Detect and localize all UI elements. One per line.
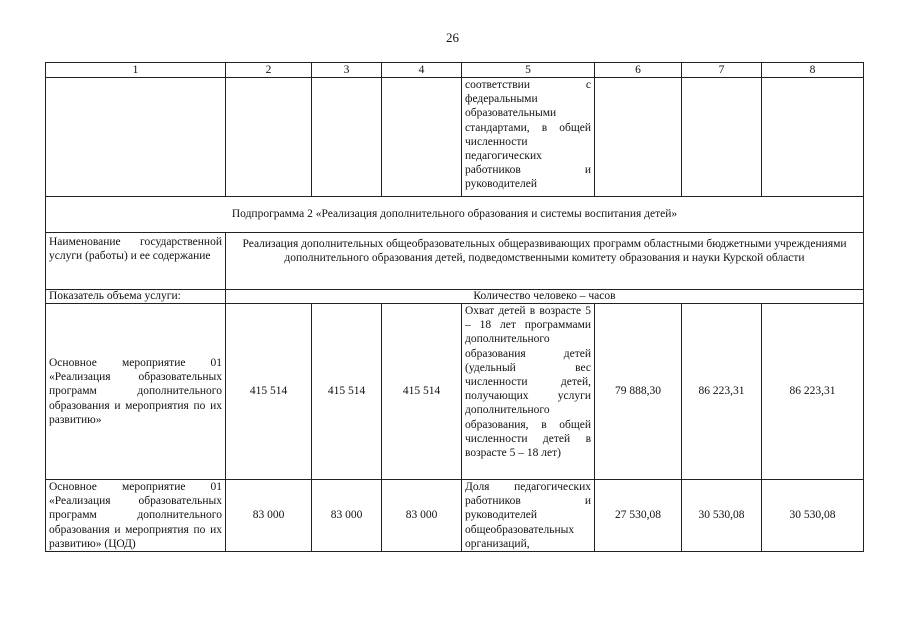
value-col2: 83 000 <box>226 480 312 552</box>
subprogram-row <box>46 197 864 233</box>
empty-cell <box>682 78 762 197</box>
column-number: 3 <box>312 63 382 78</box>
value-col2: 415 514 <box>226 304 312 480</box>
column-number: 6 <box>595 63 682 78</box>
activity-name: Основное мероприятие 01 «Реализация образовательных программ дополнительного образования и мероприятия по их развитию» (ЦОД) <box>46 480 226 552</box>
value-col4: 83 000 <box>382 480 462 552</box>
empty-cell <box>762 78 864 197</box>
program-table <box>45 62 864 552</box>
activity-name: Основное мероприятие 01 «Реализация образовательных программ дополнительного образования и мероприятия по их развитию» <box>46 304 226 480</box>
column-number: 1 <box>46 63 226 78</box>
column-number: 2 <box>226 63 312 78</box>
service-row <box>46 233 864 290</box>
value-col7: 30 530,08 <box>682 480 762 552</box>
page-number: 26 <box>446 30 459 45</box>
volume-value: Количество человеко – часов <box>226 290 864 304</box>
value-col8: 30 530,08 <box>762 480 864 552</box>
empty-cell <box>46 78 226 197</box>
value-col3: 415 514 <box>312 304 382 480</box>
subprogram-title: Подпрограмма 2 «Реализация дополнительного образования и системы воспитания детей» <box>46 197 864 233</box>
volume-label: Показатель объема услуги: <box>46 290 226 304</box>
indicator-text: Охват детей в возрасте 5 – 18 лет программами дополнительного образования детей (удельный вес численности детей, получающих услуги дополнительного образования, в общей численности детей в возрасте 5 – 18 лет) <box>462 304 595 480</box>
value-col4: 415 514 <box>382 304 462 480</box>
empty-cell <box>595 78 682 197</box>
column-number: 7 <box>682 63 762 78</box>
empty-cell <box>226 78 312 197</box>
indicator-text: Доля педагогических работников и руководителей общеобразовательных организаций, <box>462 480 595 552</box>
continuation-row <box>46 78 864 197</box>
volume-row <box>46 290 864 304</box>
service-value: Реализация дополнительных общеобразовательных общеразвивающих программ областными бюджетными учреждениями дополнительного образования детей, подведомственными комитету образования и науки Курской области <box>226 233 864 290</box>
column-number-row <box>46 63 864 78</box>
column-number: 5 <box>462 63 595 78</box>
value-col7: 86 223,31 <box>682 304 762 480</box>
service-label: Наименование государственной услуги (работы) и ее содержание <box>46 233 226 290</box>
column-number: 4 <box>382 63 462 78</box>
value-col3: 83 000 <box>312 480 382 552</box>
empty-cell <box>382 78 462 197</box>
empty-cell <box>312 78 382 197</box>
value-col8: 86 223,31 <box>762 304 864 480</box>
column-number: 8 <box>762 63 864 78</box>
continuation-indicator-text: соответствии с федеральными образовательными стандартами, в общей численности педагогических работников и руководителей <box>462 78 595 197</box>
activity-row <box>46 304 864 480</box>
activity-row <box>46 480 864 552</box>
value-col6: 79 888,30 <box>595 304 682 480</box>
value-col6: 27 530,08 <box>595 480 682 552</box>
